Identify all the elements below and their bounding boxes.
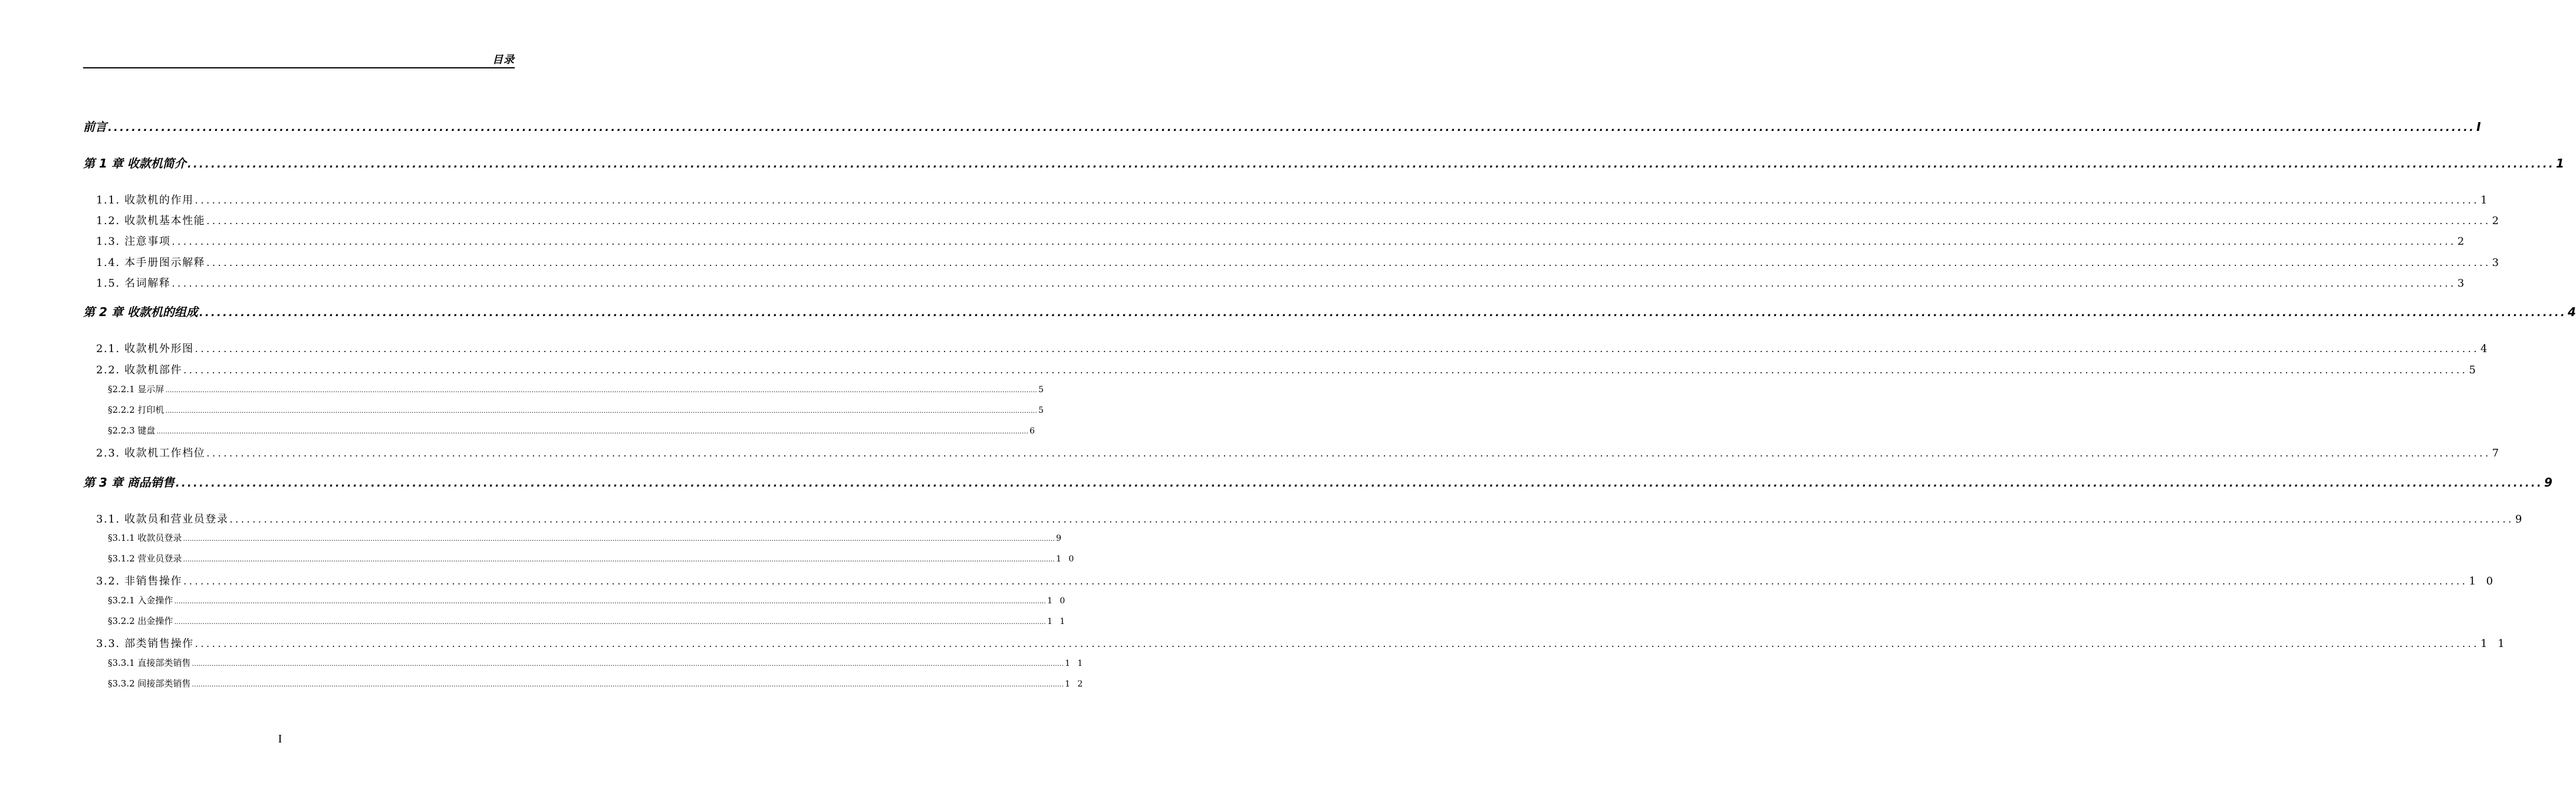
- toc-leader: ................................................................................................................................................................................................................................................................................................................................................................................................................: [174, 618, 1047, 626]
- toc-entry-page: 9: [1056, 534, 1064, 543]
- toc-entry-page: 3: [2492, 257, 2503, 269]
- toc-entry-page: 2: [2457, 235, 2468, 248]
- toc-entry-page: 1 0: [1047, 596, 1068, 606]
- toc-entry[interactable]: [96, 362, 2479, 377]
- toc-entry-title: §2.2.3 键盘: [108, 425, 156, 436]
- toc-entry-title: 2.3. 收款机工作档位: [96, 447, 206, 459]
- toc-entry-page: 1 0: [1056, 554, 1077, 564]
- toc-entry-title: 第 1 章 收款机简介: [83, 156, 186, 170]
- toc-entry-page: 3: [2457, 277, 2468, 290]
- toc-leader: ................................................................................................................................................................................................................................................................................................................................................................................................................: [183, 364, 2468, 376]
- toc-entry-title: 1.1. 收款机的作用: [96, 194, 194, 206]
- toc-leader: ................................................................................................................................................................................................................................................................................................................................................................................................................: [195, 638, 2480, 649]
- toc-entry-title: §3.1.2 营业员登录: [108, 553, 182, 564]
- toc-entry[interactable]: [108, 424, 1037, 437]
- toc-leader: ................................................................................................................................................................................................................................................................................................................................................................................................................: [206, 448, 2491, 459]
- toc-entry-page: 5: [1038, 406, 1046, 415]
- toc-leader: ................................................................................................................................................................................................................................................................................................................................................................................................................: [229, 514, 2514, 525]
- toc-leader: ................................................................................................................................................................................................................................................................................................................................................................................................................: [206, 257, 2491, 268]
- toc-leader: ................................................................................................................................................................................................................................................................................................................................................................................................................: [175, 477, 2543, 490]
- toc-entry[interactable]: [96, 340, 2491, 356]
- toc-entry-page: 7: [2492, 447, 2503, 459]
- header-title: 目录: [492, 54, 515, 66]
- toc-entry-title: §2.2.1 显示屏: [108, 384, 165, 395]
- toc-leader: ................................................................................................................................................................................................................................................................................................................................................................................................................: [183, 576, 2468, 587]
- toc-entry[interactable]: [83, 473, 2552, 491]
- toc-entry-title: 3.3. 部类销售操作: [96, 638, 194, 650]
- toc-entry-title: 3.1. 收款员和营业员登录: [96, 513, 229, 525]
- toc-entry-title: §3.1.1 收款员登录: [108, 533, 182, 543]
- toc-entry-page: 5: [1038, 385, 1046, 395]
- toc-leader: ................................................................................................................................................................................................................................................................................................................................................................................................................: [192, 681, 1064, 688]
- toc-entry[interactable]: [96, 445, 2503, 460]
- toc-entry-page: 1 1: [2480, 638, 2508, 650]
- toc-leader: ................................................................................................................................................................................................................................................................................................................................................................................................................: [195, 195, 2480, 206]
- toc-entry-title: §3.2.2 出金操作: [108, 616, 173, 626]
- toc-entry-title: §3.2.1 入金操作: [108, 595, 173, 606]
- toc-leader: ................................................................................................................................................................................................................................................................................................................................................................................................................: [183, 535, 1055, 543]
- toc-entry-title: §3.3.1 直接部类销售: [108, 658, 191, 668]
- toc-entry[interactable]: [108, 656, 1085, 669]
- toc-entry-title: §2.2.2 打印机: [108, 405, 165, 415]
- toc-leader: ................................................................................................................................................................................................................................................................................................................................................................................................................: [192, 660, 1064, 668]
- toc-entry[interactable]: [108, 403, 1046, 416]
- toc-entry-title: 第 2 章 收款机的组成: [83, 305, 198, 319]
- toc-entry-page: 6: [1029, 426, 1037, 436]
- toc-entry[interactable]: [83, 154, 2564, 172]
- toc-entry[interactable]: [96, 192, 2491, 207]
- toc-leader: ................................................................................................................................................................................................................................................................................................................................................................................................................: [172, 278, 2456, 289]
- toc-entry[interactable]: [96, 635, 2508, 651]
- toc-entry[interactable]: [96, 233, 2468, 248]
- toc-entry[interactable]: [96, 275, 2468, 290]
- toc-entry-title: 2.2. 收款机部件: [96, 364, 183, 376]
- toc-entry-title: 1.4. 本手册图示解释: [96, 257, 206, 269]
- toc-entry[interactable]: [108, 594, 1068, 607]
- toc-entry-page: 4: [2480, 343, 2491, 355]
- toc-leader: ................................................................................................................................................................................................................................................................................................................................................................................................................: [174, 597, 1047, 605]
- toc-leader: ................................................................................................................................................................................................................................................................................................................................................................................................................: [206, 215, 2491, 226]
- toc-entry[interactable]: [83, 117, 2481, 135]
- toc-entry-page: 4: [2567, 305, 2576, 319]
- toc-entry-page: I: [2476, 120, 2481, 134]
- toc-entry[interactable]: [108, 383, 1046, 396]
- toc-entry-title: 1.3. 注意事项: [96, 235, 171, 248]
- toc-entry[interactable]: [108, 677, 1085, 690]
- toc-entry-title: 3.2. 非销售操作: [96, 575, 183, 587]
- toc-entry-title: 1.5. 名词解释: [96, 277, 171, 290]
- toc-leader: ................................................................................................................................................................................................................................................................................................................................................................................................................: [187, 158, 2555, 170]
- toc-entry[interactable]: [96, 511, 2526, 526]
- toc-entry[interactable]: [96, 573, 2497, 588]
- toc-leader: ................................................................................................................................................................................................................................................................................................................................................................................................................: [199, 307, 2567, 319]
- toc-entry[interactable]: [96, 212, 2503, 228]
- toc-entry-page: 2: [2492, 215, 2503, 227]
- toc-entry-page: 5: [2469, 364, 2479, 376]
- toc-entry-page: 1 1: [1065, 659, 1085, 668]
- toc-leader: ................................................................................................................................................................................................................................................................................................................................................................................................................: [156, 428, 1029, 435]
- toc-leader: ................................................................................................................................................................................................................................................................................................................................................................................................................: [165, 386, 1038, 394]
- toc-leader: ................................................................................................................................................................................................................................................................................................................................................................................................................: [183, 556, 1055, 563]
- toc-leader: ................................................................................................................................................................................................................................................................................................................................................................................................................: [172, 236, 2456, 247]
- toc-entry-page: 9: [2544, 475, 2552, 490]
- toc-entry-title: 1.2. 收款机基本性能: [96, 215, 206, 227]
- toc-entry-title: 第 3 章 商品销售: [83, 475, 175, 490]
- toc-leader: ................................................................................................................................................................................................................................................................................................................................................................................................................: [165, 407, 1038, 415]
- toc-entry-page: 1: [2480, 194, 2491, 206]
- toc-entry-page: 1 0: [2469, 575, 2497, 587]
- toc-entry-page: 9: [2515, 513, 2526, 525]
- toc-entry[interactable]: [96, 254, 2503, 270]
- toc-entry-title: §3.3.2 间接部类销售: [108, 678, 191, 689]
- toc-entry-title: 2.1. 收款机外形图: [96, 343, 194, 355]
- toc-leader: ................................................................................................................................................................................................................................................................................................................................................................................................................: [195, 343, 2480, 354]
- toc-entry[interactable]: [83, 303, 2576, 320]
- page-number: I: [278, 732, 282, 745]
- toc-entry-page: 1 2: [1065, 679, 1085, 689]
- toc-leader: ................................................................................................................................................................................................................................................................................................................................................................................................................: [108, 121, 2476, 134]
- toc-entry-page: 1 1: [1047, 617, 1068, 626]
- toc-entry[interactable]: [108, 615, 1068, 628]
- toc-entry-title: 前言: [83, 120, 107, 134]
- toc-entry[interactable]: [108, 531, 1064, 544]
- toc-entry[interactable]: [108, 552, 1077, 565]
- toc-entry-page: 1: [2555, 156, 2564, 170]
